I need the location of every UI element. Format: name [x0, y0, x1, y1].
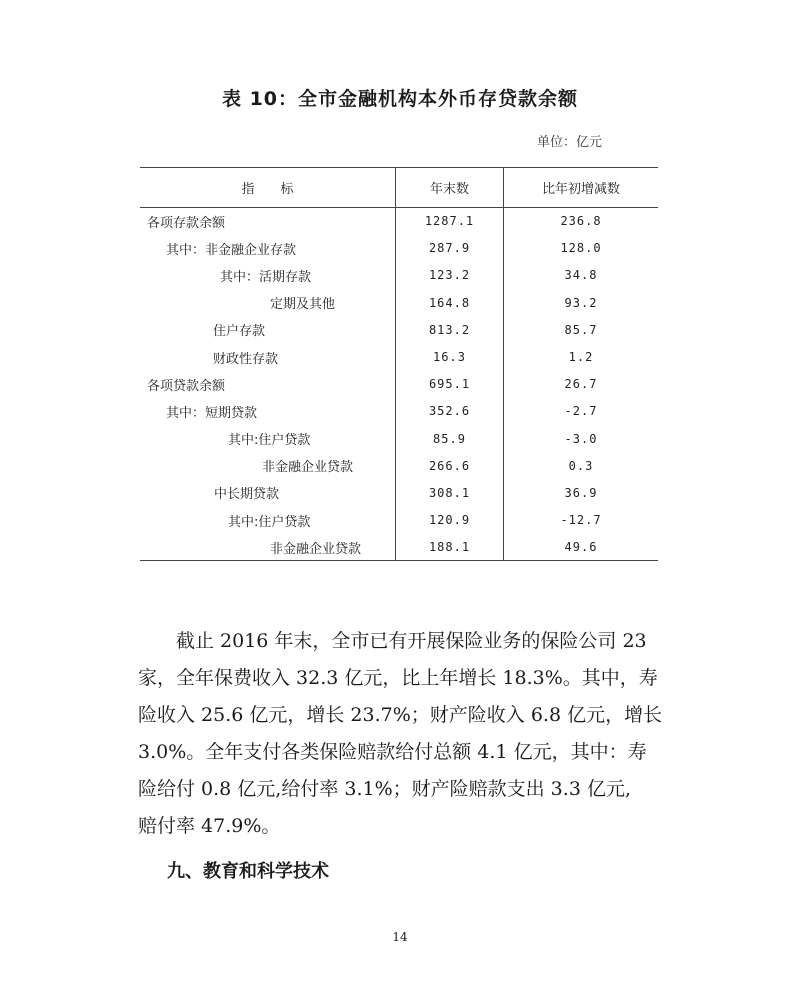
row-change: -12.7	[504, 507, 659, 534]
row-year-end: 266.6	[396, 452, 504, 479]
row-label: 各项存款余额	[147, 215, 226, 231]
paragraph-line: 险给付 0.8 亿元,给付率 3.1%；财产险赔款支出 3.3 亿元,	[138, 778, 631, 800]
row-label: 财政性存款	[213, 351, 279, 367]
header-indicator: 指 标	[140, 168, 396, 208]
table-header-row	[140, 168, 658, 208]
table-row	[140, 452, 658, 479]
table-row	[140, 208, 658, 235]
row-year-end: 287.9	[396, 235, 504, 262]
table-row	[140, 235, 658, 262]
row-year-end: 16.3	[396, 343, 504, 370]
row-change: 26.7	[504, 371, 659, 398]
row-year-end: 188.1	[396, 534, 504, 561]
table-row	[140, 343, 658, 370]
row-change: 1.2	[504, 343, 659, 370]
row-label: 各项贷款余额	[147, 378, 226, 394]
row-year-end: 308.1	[396, 479, 504, 506]
row-label: 其中:住户贷款	[228, 433, 311, 449]
row-change: -3.0	[504, 425, 659, 452]
table-row	[140, 289, 658, 316]
row-change: 36.9	[504, 479, 659, 506]
row-year-end: 352.6	[396, 398, 504, 425]
row-label: 住户存款	[213, 324, 266, 340]
row-year-end: 695.1	[396, 371, 504, 398]
table-title: 表 10：全市金融机构本外币存贷款余额	[221, 88, 579, 110]
paragraph-line: 赔付率 47.9%。	[138, 815, 281, 837]
row-change: 49.6	[504, 534, 659, 561]
table-row	[140, 479, 658, 506]
row-change: 236.8	[504, 208, 659, 235]
table-row	[140, 262, 658, 289]
row-year-end: 123.2	[396, 262, 504, 289]
row-label: 其中：活期存款	[220, 269, 312, 285]
header-year-end: 年末数	[396, 168, 504, 208]
table-row	[140, 371, 658, 398]
table-row	[140, 316, 658, 343]
row-year-end: 120.9	[396, 507, 504, 534]
paragraph-line: 截止 2016 年末，全市已有开展保险业务的保险公司 23	[138, 630, 647, 652]
table-row	[140, 398, 658, 425]
row-change: 34.8	[504, 262, 659, 289]
row-label: 定期及其他	[270, 297, 336, 313]
row-label: 其中：非金融企业存款	[166, 242, 297, 258]
row-label: 其中：短期贷款	[166, 405, 258, 421]
row-year-end: 164.8	[396, 289, 504, 316]
section-heading: 九、教育和科学技术	[167, 861, 329, 882]
row-year-end: 1287.1	[396, 208, 504, 235]
deposit-loan-table	[140, 167, 658, 561]
table-row	[140, 507, 658, 534]
insurance-paragraph	[138, 623, 678, 845]
header-change: 比年初增减数	[504, 168, 659, 208]
row-change: 0.3	[504, 452, 659, 479]
row-change: 128.0	[504, 235, 659, 262]
row-change: -2.7	[504, 398, 659, 425]
row-label: 其中:住户贷款	[228, 514, 311, 530]
row-year-end: 85.9	[396, 425, 504, 452]
row-change: 85.7	[504, 316, 659, 343]
paragraph-line: 3.0%。全年支付各类保险赔款给付总额 4.1 亿元，其中：寿	[138, 741, 647, 763]
table-row	[140, 534, 658, 561]
paragraph-line: 险收入 25.6 亿元，增长 23.7%；财产险收入 6.8 亿元，增长	[138, 704, 663, 726]
page-number: 14	[392, 930, 408, 944]
unit-label: 单位：亿元	[537, 135, 603, 150]
paragraph-line: 家，全年保费收入 32.3 亿元，比上年增长 18.3%。其中，寿	[138, 667, 658, 689]
row-year-end: 813.2	[396, 316, 504, 343]
row-change: 93.2	[504, 289, 659, 316]
row-label: 非金融企业贷款	[140, 534, 396, 561]
row-label: 中长期贷款	[214, 487, 280, 503]
row-label: 非金融企业贷款	[262, 460, 354, 476]
table-row	[140, 425, 658, 452]
